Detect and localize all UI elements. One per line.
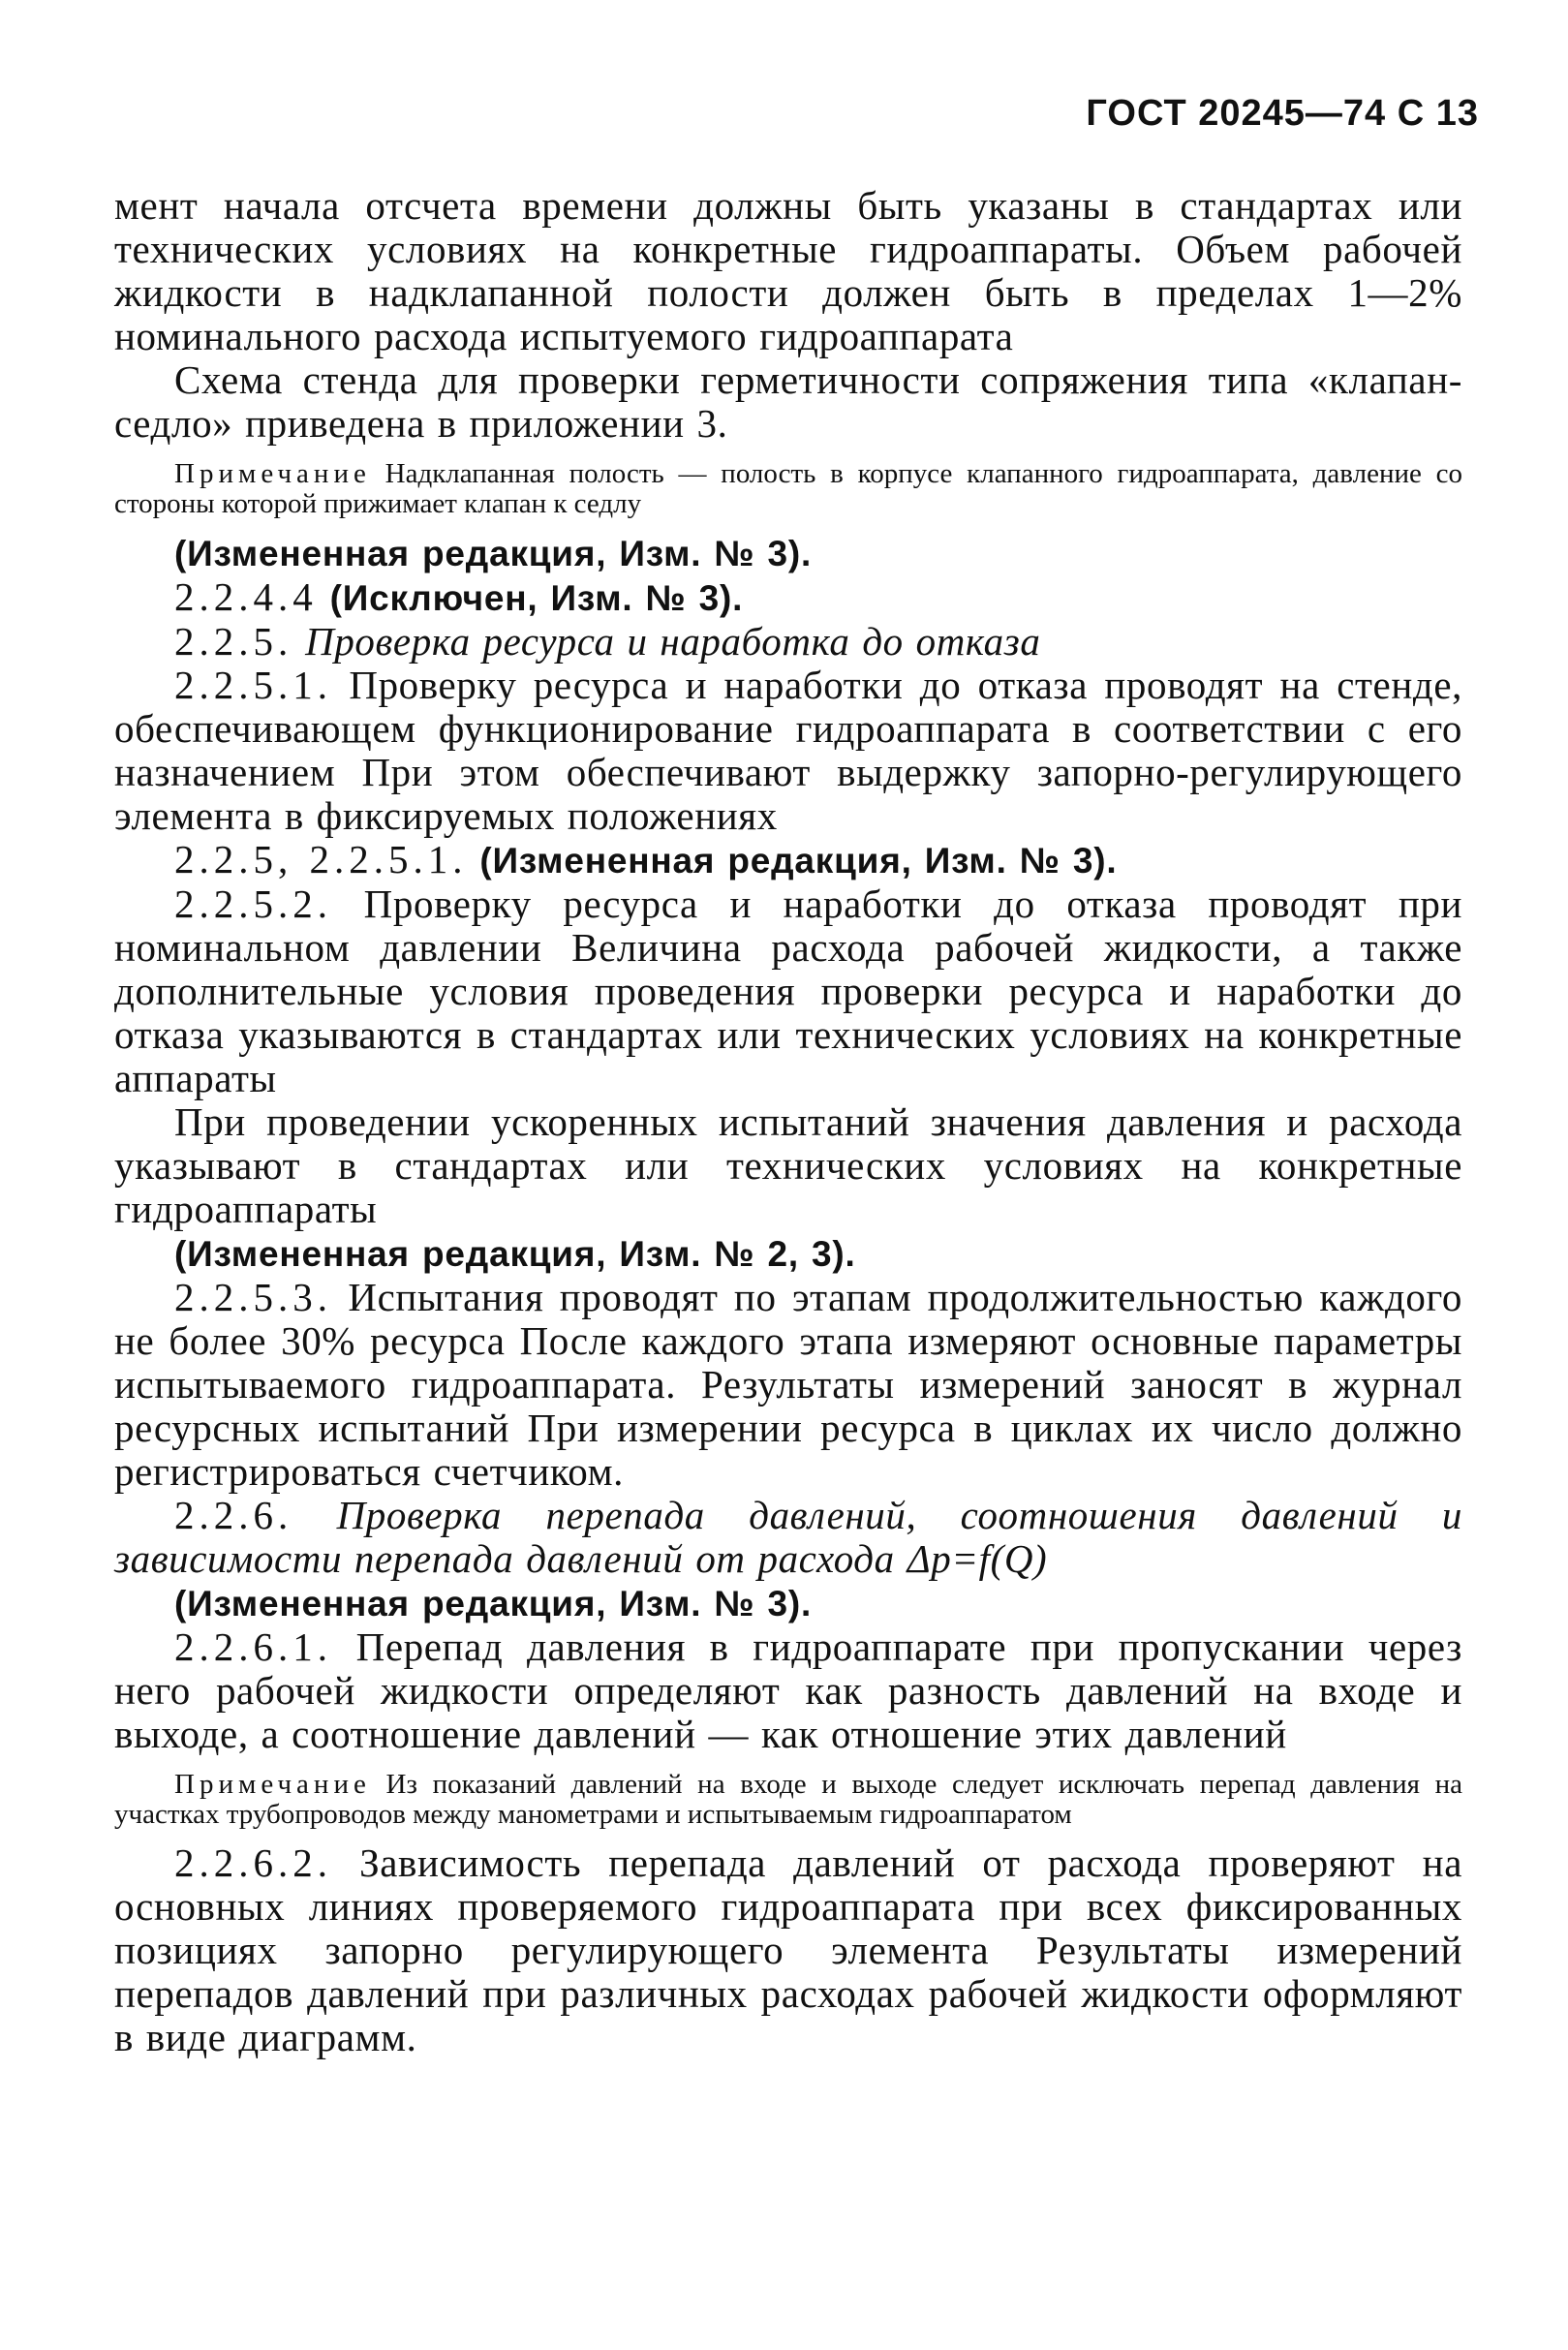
- note-2: [114, 1770, 1462, 1830]
- note-text: Из показаний давлений на входе и выходе следует исключать перепад давления на участках трубопроводов между манометрами и испытываемым гидроаппаратом: [114, 1769, 1462, 1830]
- amendment-line: 2.2.5, 2.2.5.1. (Измененная редакция, Изм. № 3).: [174, 837, 1118, 881]
- amendment-line: (Измененная редакция, Изм. № 2, 3).: [174, 1234, 856, 1274]
- clause-2244: 2.2.4.4 (Исключен, Изм. № 3).: [174, 574, 744, 619]
- note-label: Примечание: [174, 458, 371, 489]
- paragraph-accelerated: При проведении ускоренных испытаний значения давления и расхода указывают в стандартах или технических условиях на конкретные гидроаппараты: [114, 1099, 1462, 1231]
- paragraph-continuation: мент начала отсчета времени должны быть указаны в стандартах или технических условиях на конкретные гидроаппараты. Объем рабочей жидкости в надклапанной полости должен быть в пределах 1—2% номинального расхода испытуемого гидроаппарата: [114, 183, 1462, 358]
- note-text: Надклапанная полость — полость в корпусе клапанного гидроаппарата, давление со стороны которой прижимает клапан к седлу: [114, 458, 1463, 519]
- clause-2252: 2.2.5.2. Проверку ресурса и наработки до отказа проводят при номинальном давлении Величина расхода рабочей жидкости, а также дополнительные условия проведения проверки ресурса и наработки до отказа указываются в стандартах или технических условиях на конкретные аппараты: [114, 881, 1462, 1100]
- note-label: Примечание: [174, 1769, 371, 1800]
- clause-2262: 2.2.6.2. Зависимость перепада давлений от расхода проверяют на основных линиях проверяемого гидроаппарата при всех фиксированных позициях запорно регулирующего элемента Результаты измерений перепадов давлений при различных расходах рабочей жидкости оформляют в виде диаграмм.: [114, 1840, 1462, 2059]
- clause-2261: 2.2.6.1. Перепад давления в гидроаппарате при пропускании через него рабочей жидкости определяют как разность давлений на входе и выходе, а соотношение давлений — как отношение этих давлений: [114, 1624, 1462, 1756]
- paragraph-scheme: Схема стенда для проверки герметичности сопряжения типа «клапан-седло» приведена в приложении 3.: [114, 357, 1462, 446]
- page-header: ГОСТ 20245—74 С 13: [1086, 93, 1479, 134]
- amendment-line: (Измененная редакция, Изм. № 3).: [174, 534, 813, 573]
- page-body: [114, 184, 1462, 2059]
- note-1: [114, 459, 1462, 519]
- clause-2253: 2.2.5.3. Испытания проводят по этапам продолжительностью каждого не более 30% ресурса После каждого этапа измеряют основные параметры испытываемого гидроаппарата. Результаты измерений заносят в журнал ресурсных испытаний При измерении ресурса в циклах их число должно регистрироваться счетчиком.: [114, 1275, 1462, 1494]
- clause-225-heading: 2.2.5. Проверка ресурса и наработка до отказа: [174, 619, 1041, 664]
- clause-226-heading: 2.2.6. Проверка перепада давлений, соотношения давлений и зависимости перепада давлений от расхода Δp=f(Q): [114, 1493, 1462, 1581]
- clause-2251: 2.2.5.1. Проверку ресурса и наработки до отказа проводят на стенде, обеспечивающем функционирование гидроаппарата в соответствии с его назначением При этом обеспечивают выдержку запорно-регулирующего элемента в фиксируемых положениях: [114, 663, 1462, 838]
- amendment-line: (Измененная редакция, Изм. № 3).: [174, 1584, 813, 1623]
